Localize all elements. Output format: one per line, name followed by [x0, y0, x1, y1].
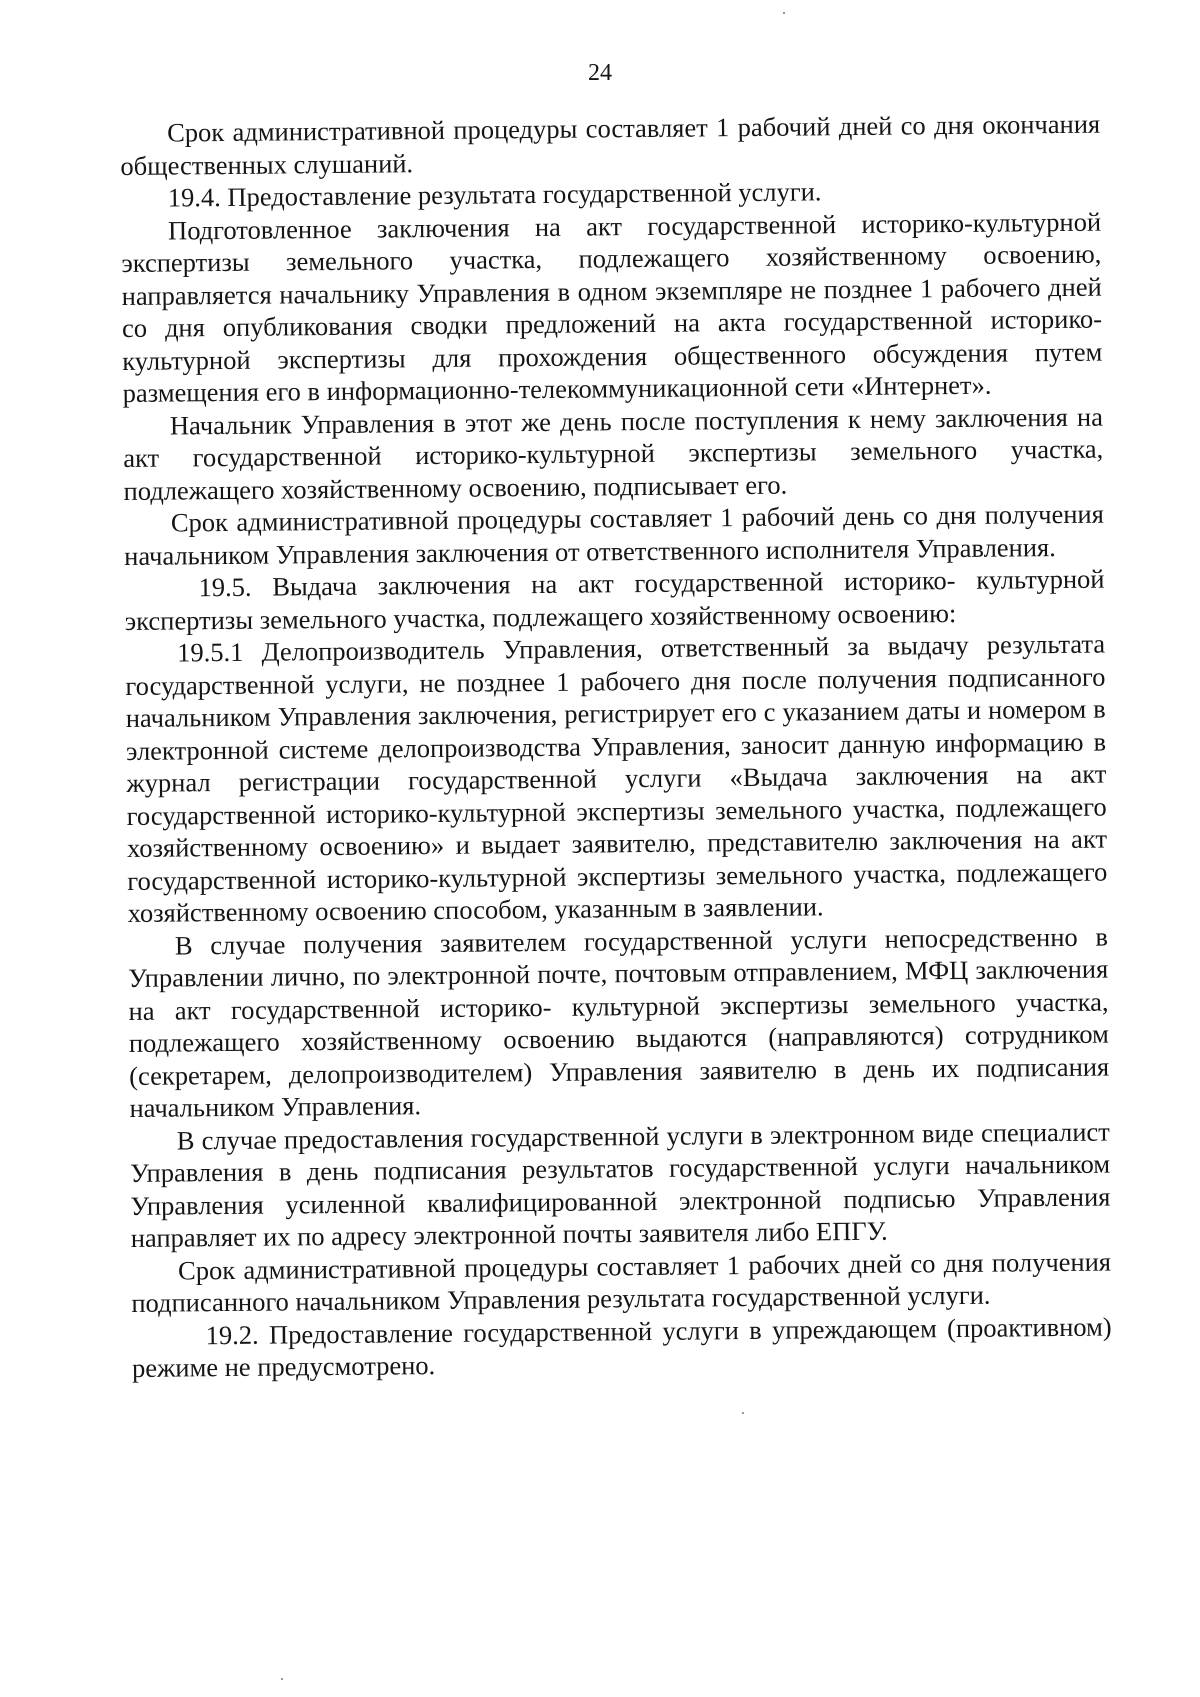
paragraph-personal-receipt: В случае получения заявителем государственной услуги непосредственно в Управлении лично, по электронной почте, почтовым отправлением, МФЦ заключения на акт государственной историко- культурной экспертизы земельного участка, подлежащего хозяйственному освоению выдаются (направляются) сотрудником (секретарем, делопроизводителем) Управления заявителю в день их подписания начальником Управления.: [128, 921, 1110, 1123]
paragraph-term-public-hearings: Срок административной процедуры составляет 1 рабочий дней со дня окончания общественных слушаний.: [120, 108, 1101, 181]
scan-speck: [783, 12, 785, 14]
paragraph-prepared-conclusion: Подготовленное заключения на акт государственной историко-культурной экспертизы земельного участка, подлежащего хозяйственному освоению, направляется начальнику Управления в одном экземпляре не позднее 1 рабочего дней со дня опубликования сводки предложений на акта государственной историко-культурной экспертизы для прохождения общественного обсуждения путем размещения его в информационно-телекоммуникационной сети «Интернет».: [121, 206, 1103, 408]
document-body: [120, 108, 1112, 1385]
scan-speck: [742, 1412, 744, 1414]
paragraph-term-result-delivery: Срок административной процедуры составляет 1 рабочих дней со дня получения подписанного начальником Управления результата государственной услуги.: [131, 1246, 1112, 1318]
section-heading-19-2: 19.2. Предоставление государственной услуги в упреждающем (проактивном) режиме не предусмотрено.: [131, 1311, 1112, 1383]
paragraph-head-signs: Начальник Управления в этот же день после поступления к нему заключения на акт государственной историко-культурной экспертизы земельного участка, подлежащего хозяйственному освоению, подписывает его.: [123, 401, 1104, 506]
scan-speck: [281, 1678, 283, 1680]
section-heading-19-5: 19.5. Выдача заключения на акт государственной историко- культурной экспертизы земельного участка, подлежащего хозяйственному освоению:: [124, 563, 1105, 636]
page-number: 24: [588, 60, 612, 86]
section-heading-19-4: 19.4. Предоставление результата государственной услуги.: [167, 176, 822, 213]
paragraph-electronic-delivery: В случае предоставления государственной услуги в электронном виде специалист Управления в день подписания результатов государственной услуги начальником Управления усиленной квалифицированной электронной подписью Управления направляет их по адресу электронной почты заявителя либо ЕПГУ.: [129, 1116, 1111, 1253]
paragraph-19-5-1: 19.5.1 Делопроизводитель Управления, ответственный за выдачу результата государственной услуги, не позднее 1 рабочего дня после получения подписанного начальником Управления заключения, регистрирует его с указанием даты и номером в электронной системе делопроизводства Управления, заносит данную информацию в журнал регистрации государственной услуги «Выдача заключения на акт государственной историко-культурной экспертизы земельного участка, подлежащего хозяйственному освоению» и выдает заявителю, представителю заключения на акт государственной историко-культурной экспертизы земельного участка, подлежащего хозяйственному освоению способом, указанным в заявлении.: [125, 628, 1108, 928]
paragraph-term-signing: Срок административной процедуры составляет 1 рабочий день со дня получения начальником Управления заключения от ответственного исполнителя Управления.: [124, 498, 1104, 571]
